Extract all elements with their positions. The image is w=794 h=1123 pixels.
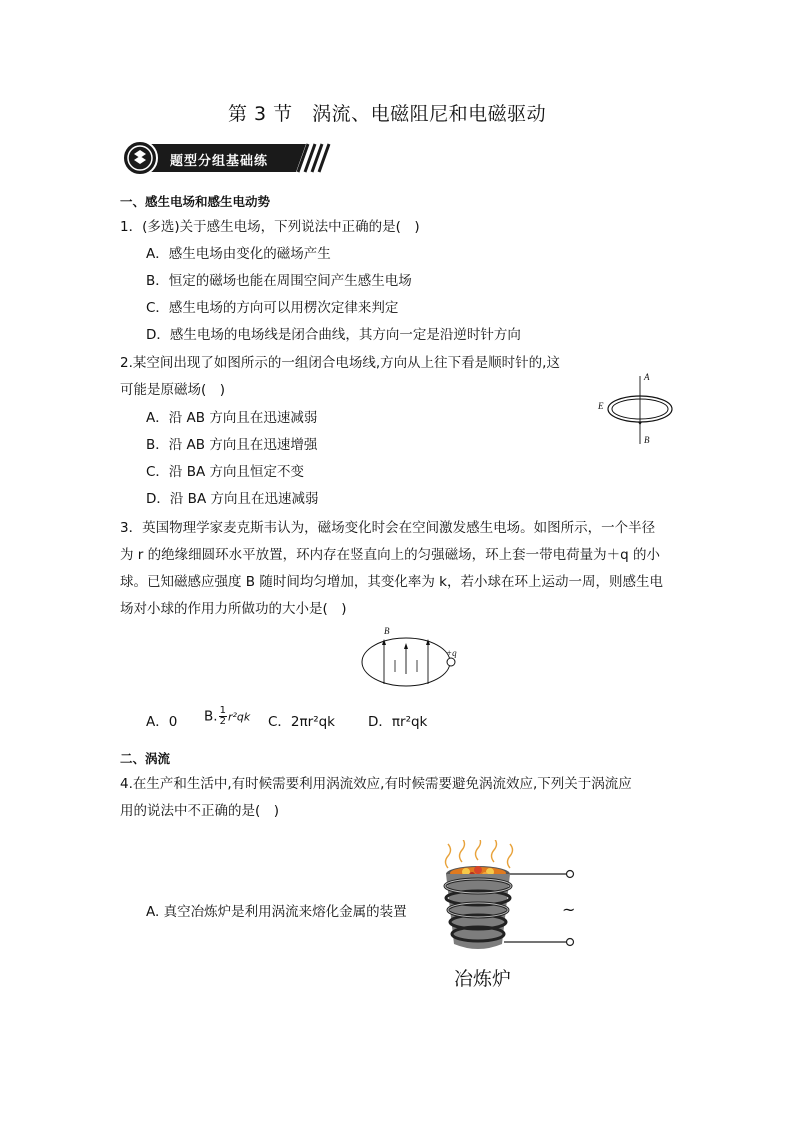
page-title: 第 3 节 涡流、电磁阻尼和电磁驱动 [228,103,547,125]
question-2-stem-line2: 可能是原磁场( ) [120,382,226,398]
section-heading: 一、感生电场和感生电动势 [120,194,271,209]
question-3-line2: 为 r 的绝缘细圆环水平放置，环内存在竖直向上的匀强磁场，环上套一带电荷量为＋q 的小 [120,547,660,563]
figure-label-a: A [644,372,650,382]
option-b-prefix: B. [204,708,218,725]
section-banner [120,140,332,176]
ac-source-symbol: ~ [562,900,576,919]
figure-label-e: E [598,401,604,411]
question-1-option-d: D．感生电场的电场线是闭合曲线，其方向一定是沿逆时针方向 [146,327,521,343]
question-2-option-b: B．沿 AB 方向且在迅速增强 [146,437,318,453]
question-2-option-a: A．沿 AB 方向且在迅速减弱 [146,410,318,426]
question-1-option-c: C．感生电场的方向可以用楞次定律来判定 [146,300,399,316]
figure-label-b: B [384,626,390,636]
terminal-icon [567,939,574,946]
question-4-stem-line1: 4.在生产和生活中,有时候需要利用涡流效应,有时候需要避免涡流效应,下列关于涡流应 [120,776,632,792]
question-4-option-a: A. 真空冶炼炉是利用涡流来熔化金属的装置 [146,904,407,920]
option-b-expression: r²qk [227,710,251,724]
question-3-line3: 球。已知磁感应强度 B 随时间均匀增加，其变化率为 k，若小球在环上运动一周，则感生电 [120,574,663,590]
question-3-option-b [204,706,250,727]
terminal-icon [567,871,574,878]
figure-label-b: B [644,435,650,445]
question-2-option-c: C．沿 BA 方向且恒定不变 [146,464,305,480]
question-2-option-d: D．沿 BA 方向且在迅速减弱 [146,491,319,507]
question-3-line4: 场对小球的作用力所做功的大小是( ) [120,601,347,617]
question-2-figure [594,370,680,450]
furnace-figure [430,840,590,1000]
charged-ball-icon [447,658,455,666]
fraction-one-half: $\frac{1}{2}$ [219,705,226,727]
charged-ring-diagram [356,626,462,692]
question-1-stem: 1．(多选)关于感生电场，下列说法中正确的是( ) [120,219,420,235]
figure-label-q: +q [446,648,457,658]
question-4-stem-line2: 用的说法中不正确的是( ) [120,803,280,819]
question-3-line1: 3．英国物理学家麦克斯韦认为，磁场变化时会在空间激发感生电场。如图所示，一个半径 [120,520,656,536]
question-3-figure [356,626,462,692]
question-3-option-d: D．πr²qk [368,714,428,730]
question-1-option-a: A．感生电场由变化的磁场产生 [146,246,331,262]
banner-label: 题型分组基础练 [170,154,269,169]
figure-caption: 冶炼炉 [454,968,512,990]
question-2-stem-line1: 2.某空间出现了如图所示的一组闭合电场线,方向从上往下看是顺时针的,这 [120,355,560,371]
electric-field-loop-diagram [594,370,680,450]
question-1-option-b: B．恒定的磁场也能在周围空间产生感生电场 [146,273,412,289]
question-3-option-a: A．0 [146,714,178,730]
section-heading: 二、涡流 [120,751,171,766]
question-3-option-c: C．2πr²qk [268,714,335,730]
